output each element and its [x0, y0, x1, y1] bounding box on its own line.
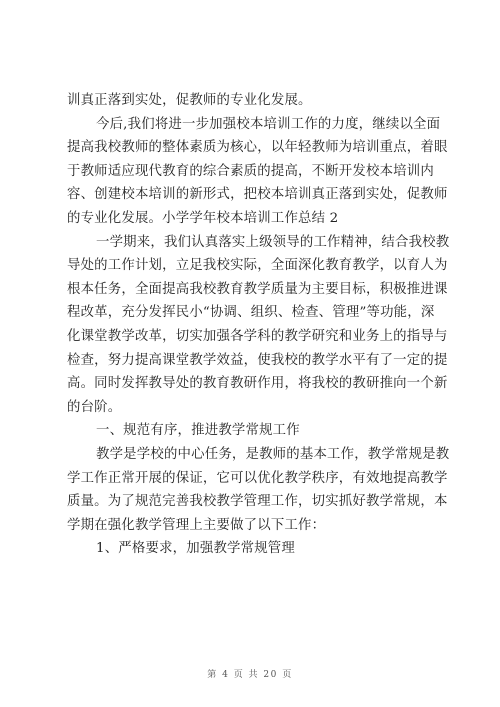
line-text: 化课堂教学改革，切实加强各学科的教学研究和业务上的指导与 [67, 328, 448, 344]
line-text: 提高我校教师的整体素质为核心，以年轻教师为培训重点，着眼 [67, 140, 448, 156]
line-text: 程改革，充分发挥民小“协调、组织、检查、管理”等功能，深 [67, 305, 435, 321]
line-text: 学期在强化教学管理上主要做了以下工作： [67, 517, 326, 533]
text-line [67, 207, 439, 231]
line-text: 今后,我们将进一步加强校本培训工作的力度，继续以全面 [96, 116, 441, 132]
text-line [67, 254, 448, 278]
line-text: 学工作正常开展的保证，它可以优化教学秩序，有效地提高教学 [67, 470, 448, 486]
line-text: 质量。为了规范完善我校教学管理工作，切实抓好教学常规，本 [67, 494, 448, 510]
line-text: 一、规范有序，推进教学常规工作 [96, 423, 300, 439]
text-line [67, 514, 439, 538]
document-body [67, 89, 450, 561]
section-heading [67, 419, 439, 443]
text-line [67, 113, 439, 137]
line-text: 1、严格要求，加强教学常规管理 [96, 541, 295, 557]
text-line [67, 443, 450, 467]
text-line [67, 278, 448, 302]
text-line [67, 372, 448, 396]
page-number-footer: 第 4 页 共 20 页 [207, 670, 293, 680]
text-line [67, 467, 448, 491]
text-line [67, 301, 439, 325]
line-text: 根本任务，全面提高我校教育教学质量为主要目标，积极推进课 [67, 281, 448, 297]
text-line [67, 325, 448, 349]
line-text: 检查，努力提高课堂教学效益，使我校的教学水平有了一定的提 [67, 352, 448, 368]
text-line [67, 183, 448, 207]
text-line [67, 396, 439, 420]
text-line [67, 231, 450, 255]
text-line [67, 490, 448, 514]
line-text: 的专业化发展。小学学年校本培训工作总结 2 [67, 210, 339, 226]
line-text: 教学是学校的中心任务，是教师的基本工作，教学常规是教 [96, 446, 450, 462]
line-text: 导处的工作计划，立足我校实际，全面深化教育教学，以育人为 [67, 258, 448, 274]
line-text: 容、创建校本培训的新形式，把校本培训真正落到实处，促教师 [67, 187, 448, 203]
text-line [67, 349, 448, 373]
line-text: 一学期来，我们认真落实上级领导的工作精神，结合我校教 [96, 234, 450, 250]
text-line [67, 89, 439, 113]
subsection-heading [67, 537, 439, 561]
line-text: 训真正落到实处，促教师的专业化发展。 [67, 93, 312, 108]
line-text: 于教师适应现代教育的综合素质的提高，不断开发校本培训内 [67, 163, 434, 179]
text-line [67, 136, 448, 160]
line-text: 的台阶。 [67, 399, 122, 415]
text-line [67, 160, 439, 184]
line-text: 高。同时发挥教导处的教育教研作用，将我校的教研推向一个新 [67, 376, 448, 392]
